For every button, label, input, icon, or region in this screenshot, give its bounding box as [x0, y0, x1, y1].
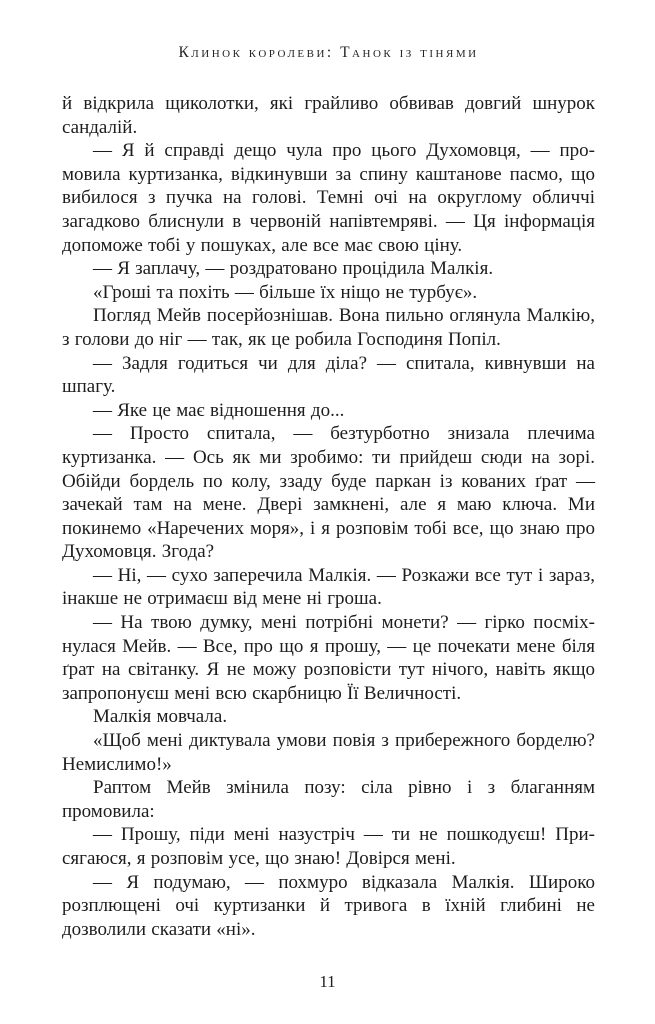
- paragraph: Погляд Мейв посерйознішав. Вона пильно оглянула Малкію, з голови до ніг — так, як це робила Господиня Попіл.: [62, 305, 595, 350]
- paragraph: — Я подумаю, — похмуро відказала Малкія. Широко розплющені очі куртизанки й тривога в їхній глибині не дозволили сказати «ні».: [62, 871, 595, 940]
- paragraph: — Прошу, піди мені назустріч — ти не пошкодуєш! Присягаюся, я розповім усе, що знаю! Довірся мені.: [62, 824, 595, 869]
- paragraph: — Просто спитала, — безтурботно знизала плечима куртизанка. — Ось як ми зробимо: ти прийдеш сюди на зорі. Обійди бордель по колу, ззаду буде паркан із кованих ґрат — зачекай там на мене. Двері замкнені, але я маю ключа. Ми покинемо «Наречених моря», і я розповім тобі все, що знаю про Духомовця. Згода?: [62, 423, 595, 563]
- paragraph: Раптом Мейв змінила позу: сіла рівно і з благанням промовила:: [62, 777, 595, 822]
- paragraph: «Гроші та похіть — більше їх ніщо не турбує».: [93, 281, 478, 303]
- paragraph: «Щоб мені диктувала умови повія з прибережного борделю? Немислимо!»: [62, 730, 595, 775]
- page-number: 11: [319, 972, 336, 991]
- page-body: [62, 92, 595, 941]
- paragraph: — На твою думку, мені потрібні монети? — гірко посміхнулася Мейв. — Все, про що я прошу, — це почекати мене біля ґрат на світанку. Я не можу розповісти тут нічого, навіть якщо запропонуєш мені всю скарбницю Її Величності.: [62, 612, 595, 704]
- paragraph: — Яке це має відношення до...: [93, 399, 345, 421]
- paragraph: — Задля годиться чи для діла? — спитала, кивнувши на шпагу.: [62, 352, 595, 398]
- paragraph: — Я заплачу, — роздратовано процідила Малкія.: [93, 258, 494, 280]
- paragraph: — Ні, — сухо заперечила Малкія. — Розкажи все тут і зараз, інакше не отримаєш від мене ні гроша.: [62, 564, 595, 610]
- paragraph: Малкія мовчала.: [93, 706, 228, 728]
- running-header: Клинок королеви: Танок із тінями: [178, 44, 479, 61]
- paragraph: — Я й справді дещо чула про цього Духомовця, — промовила куртизанка, відкинувши за спину каштанове пасмо, що вибилося з пучка на голові. Темні очі на округлому обличчі загадково блиснули в червоній напівтемряві. — Ця інформація допоможе тобі у пошуках, але все має свою ціну.: [62, 140, 595, 256]
- paragraph: й відкрила щиколотки, які грайливо обвивав довгий шнурок сандалій.: [62, 93, 595, 138]
